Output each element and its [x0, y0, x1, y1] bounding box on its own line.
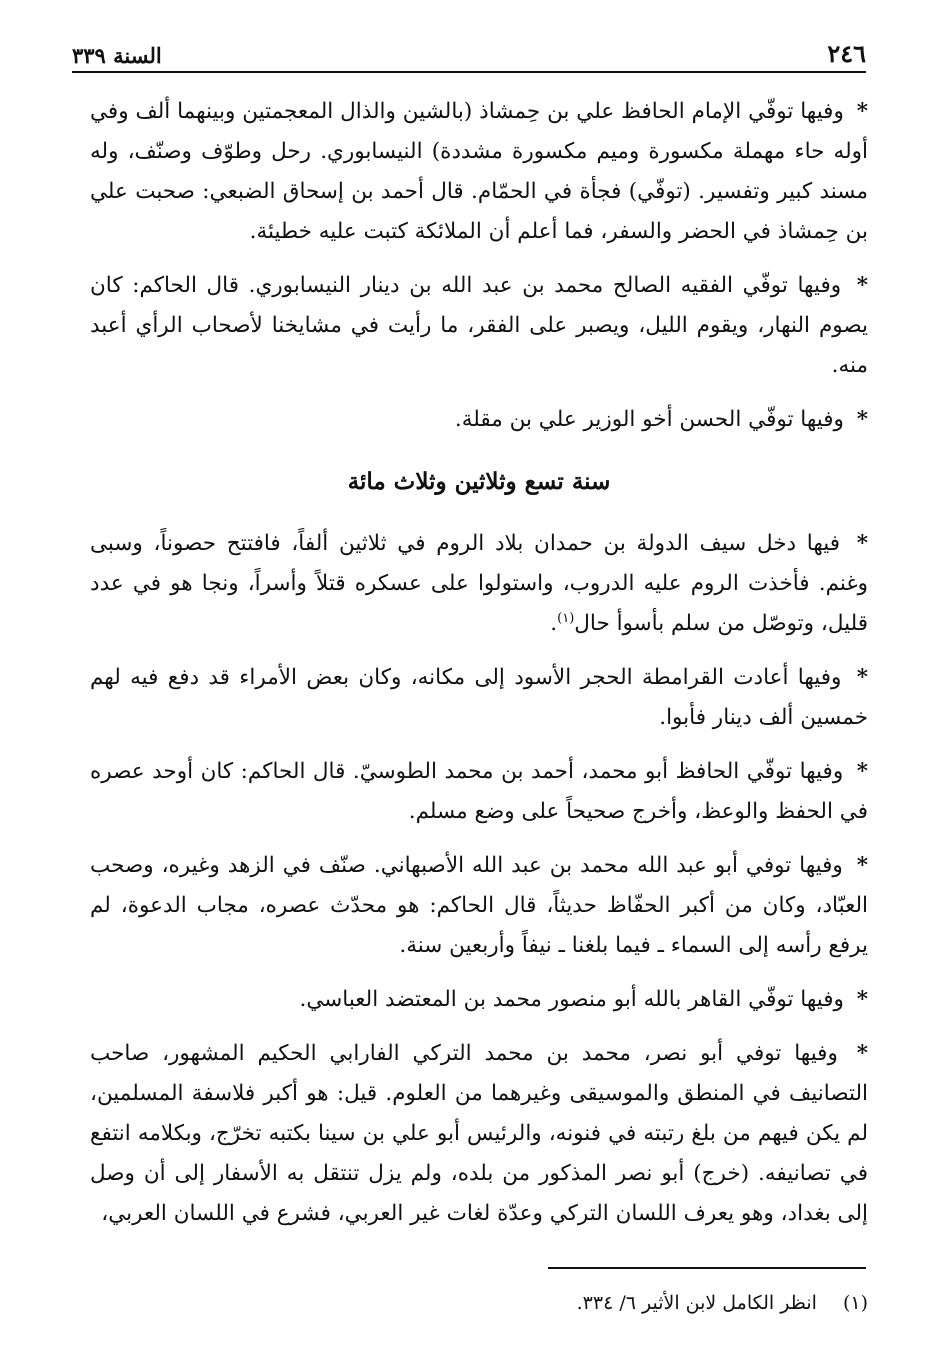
- star-marker: *: [856, 1041, 868, 1066]
- paragraph: [90, 752, 868, 832]
- header-title: السنة ٣٣٩: [72, 43, 162, 68]
- paragraph: [90, 400, 868, 440]
- paragraph-text: وفيها توفّي القاهر بالله أبو منصور محمد بن المعتضد العباسي.: [299, 987, 844, 1012]
- footnote: [90, 1288, 868, 1318]
- footnote-text: انظر الكامل لابن الأثير ٦/ ٣٣٤.: [576, 1292, 817, 1314]
- running-header: [72, 34, 866, 73]
- paragraph: [90, 92, 868, 252]
- paragraph-text: وفيها توفي أبو عبد الله محمد بن عبد الله الأصبهاني. صنّف في الزهد وغيره، وصحب العبّاد، وكان من أكبر الحفّاظ حديثاً، قال الحاكم: هو محدّث عصره، مجاب الدعوة، لم يرفع رأسه إلى السماء ـ فيما بلغنا ـ نيفاً وأربعين سنة.: [90, 853, 868, 958]
- paragraph: [90, 1034, 868, 1234]
- star-marker: *: [856, 987, 868, 1012]
- paragraph: [90, 266, 868, 386]
- star-marker: *: [856, 531, 868, 556]
- paragraph-end: .: [550, 611, 558, 636]
- footnote-divider: [548, 1267, 866, 1269]
- paragraph: [90, 658, 868, 738]
- paragraph-text: وفيها توفّي الحسن أخو الوزير علي بن مقلة.: [454, 407, 844, 432]
- body-text: [90, 92, 868, 1248]
- paragraph-text: فيها دخل سيف الدولة بن حمدان بلاد الروم في ثلاثين ألفاً، فافتتح حصوناً، وسبى وغنم. فأخذت الروم عليه الدروب، واستولوا على عسكره قتلاً وأسراً، ونجا هو في عدد قليل، وتوصّل من سلم بأسوأ حال: [90, 531, 868, 636]
- star-marker: *: [856, 665, 869, 690]
- star-marker: *: [856, 853, 868, 878]
- paragraph-text: وفيها توفّي الإمام الحافظ علي بن حِمشاذ (بالشين والذال المعجمتين وبينهما ألف وفي أوله حاء مهملة مكسورة وميم مكسورة مشددة) النيسابوري. رحل وطوّف وصنّف، وله مسند كبير وتفسير. (توفّي) فجأة في الحمّام. قال أحمد بن إسحاق الضبعي: صحبت علي بن حِمشاذ في الحضر والسفر، فما أعلم أن الملائكة كتبت عليه خطيئة.: [90, 99, 868, 244]
- footnote-number: (١): [842, 1292, 868, 1314]
- paragraph: [90, 524, 868, 644]
- paragraph-text: وفيها توفّي الفقيه الصالح محمد بن عبد الله بن دينار النيسابوري. قال الحاكم: كان يصوم النهار، ويقوم الليل، ويصبر على الفقر، ما رأيت في مشايخنا لأصحاب الرأي أعبد منه.: [90, 273, 868, 378]
- paragraph: [90, 846, 868, 966]
- footnote-reference[interactable]: (١): [557, 610, 575, 626]
- star-marker: *: [856, 407, 868, 432]
- paragraph-text: وفيها توفّي الحافظ أبو محمد، أحمد بن محمد الطوسيّ. قال الحاكم: كان أوحد عصره في الحفظ والوعظ، وأخرج صحيحاً على وضع مسلم.: [90, 759, 868, 824]
- star-marker: *: [856, 99, 868, 124]
- paragraph: [90, 980, 868, 1020]
- star-marker: *: [856, 759, 868, 784]
- paragraph-text: وفيها أعادت القرامطة الحجر الأسود إلى مكانه، وكان بعض الأمراء قد دفع فيه لهم خمسين ألف دينار فأبوا.: [90, 665, 868, 730]
- star-marker: *: [856, 273, 868, 298]
- page-number: ٢٤٦: [827, 39, 866, 68]
- section-heading: سنة تسع وثلاثين وثلاث مائة: [347, 468, 611, 495]
- paragraph-text: وفيها توفي أبو نصر، محمد بن محمد التركي الفارابي الحكيم المشهور، صاحب التصانيف في المنطق والموسيقى وغيرهما من العلوم. قيل: هو أكبر فلاسفة المسلمين، لم يكن فيهم من بلغ رتبته في فنونه، والرئيس أبو علي بن سينا بكتبه تخرّج، وبكلامه انتفع في تصانيفه. (خرج) أبو نصر المذكور من بلده، ولم يزل تنتقل به الأسفار إلى أن وصل إلى بغداد، وهو يعرف اللسان التركي وعدّة لغات غير العربي، فشرع في اللسان العربي،: [90, 1041, 868, 1226]
